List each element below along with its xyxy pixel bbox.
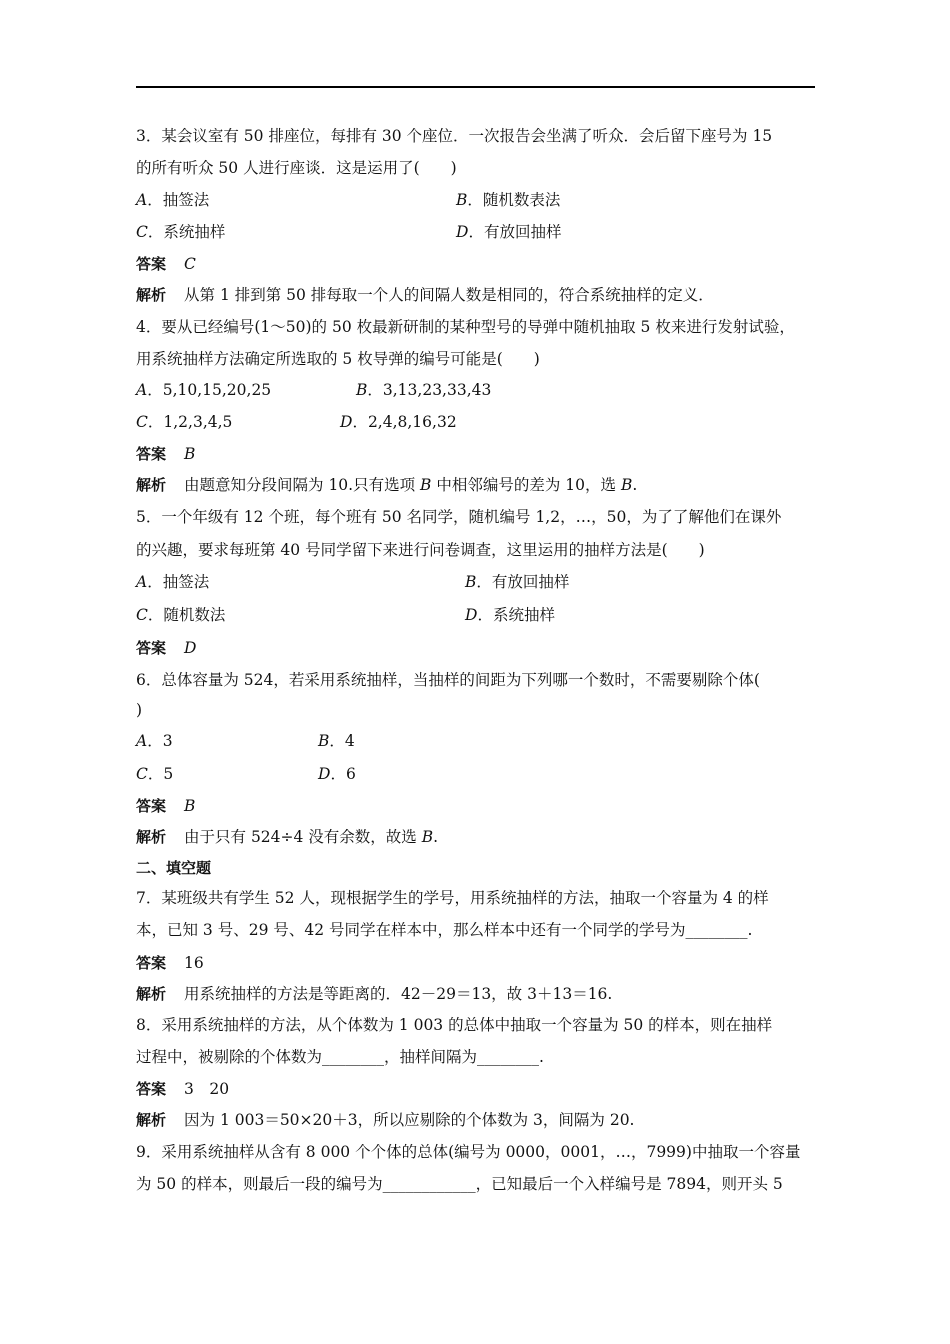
q4-option-a [136, 380, 271, 400]
option-letter: D [456, 223, 469, 241]
analysis-variable: B [421, 828, 434, 846]
option-letter: B [356, 381, 368, 399]
q7-answer [136, 953, 204, 973]
option-text: ．1,2,3,4,5 [147, 413, 233, 431]
q6-stem-line2: ) [136, 701, 143, 719]
q3-stem-line1: 3．某会议室有 50 排座位，每排有 30 个座位．一次报告会坐满了听众．会后留下座号为 15 [136, 127, 773, 145]
option-text: ．系统抽样 [147, 223, 226, 241]
q5-option-c [136, 605, 225, 625]
q4-analysis [136, 475, 637, 495]
option-text: ．4 [329, 732, 355, 750]
q5-answer [136, 638, 196, 658]
analysis-variable: B [620, 476, 633, 494]
q9-stem-line1: 9．采用系统抽样从含有 8 000 个个体的总体(编号为 0000，0001，…，7999)中抽取一个容量 [136, 1143, 801, 1161]
q4-stem-line1: 4．要从已经编号(1～50)的 50 枚最新研制的某种型号的导弹中随机抽取 5 枚来进行发射试验， [136, 318, 795, 336]
q6-option-d [318, 764, 356, 784]
option-letter: D [340, 413, 353, 431]
option-text: ．系统抽样 [477, 606, 555, 624]
answer-value: B [184, 445, 196, 463]
answer-label: 答案 [136, 445, 167, 463]
q6-option-b [318, 731, 355, 751]
option-text: ．随机数表法 [467, 191, 561, 209]
answer-label: 答案 [136, 1080, 167, 1098]
q4-answer [136, 444, 195, 464]
q4-option-d [340, 412, 457, 432]
q5-option-b [465, 572, 569, 592]
q7-stem-line2: 本，已知 3 号、29 号、42 号同学在样本中，那么样本中还有一个同学的学号为________. [136, 921, 753, 939]
answer-value: 16 [184, 954, 204, 972]
option-text: ．抽签法 [147, 573, 210, 591]
q8-stem-line1: 8．采用系统抽样的方法，从个体数为 1 003 的总体中抽取一个容量为 50 的样本，则在抽样 [136, 1016, 773, 1034]
option-letter: A [136, 191, 148, 209]
option-text: ．5,10,15,20,25 [147, 381, 272, 399]
analysis-label: 解析 [136, 1111, 167, 1129]
analysis-label: 解析 [136, 286, 167, 304]
q5-stem-line1: 5．一个年级有 12 个班，每个班有 50 名同学，随机编号 1,2，…，50，为了了解他们在课外 [136, 508, 782, 526]
analysis-text: . [632, 476, 638, 494]
q7-analysis [136, 984, 612, 1004]
option-text: ．3 [147, 732, 173, 750]
q7-stem-line1: 7．某班级共有学生 52 人，现根据学生的学号，用系统抽样的方法，抽取一个容量为 4 的样 [136, 889, 769, 907]
q5-stem-line2: 的兴趣，要求每班第 40 号同学留下来进行问卷调查，这里运用的抽样方法是( ) [136, 541, 705, 559]
q3-option-d [456, 222, 561, 242]
q6-stem-line1: 6．总体容量为 524，若采用系统抽样，当抽样的间距为下列哪一个数时，不需要剔除个体( [136, 671, 760, 689]
header-rule [136, 86, 815, 88]
answer-label: 答案 [136, 255, 167, 273]
option-letter: C [136, 606, 148, 624]
analysis-text: 用系统抽样的方法是等距离的．42－29＝13，故 3＋13＝16. [184, 985, 613, 1003]
option-letter: A [136, 381, 148, 399]
option-letter: C [136, 765, 148, 783]
analysis-label: 解析 [136, 828, 167, 846]
q5-option-a [136, 572, 209, 592]
q6-option-c [136, 764, 173, 784]
analysis-text: 由于只有 524÷4 没有余数，故选 [184, 828, 422, 846]
q6-option-a [136, 731, 173, 751]
analysis-text: . [433, 828, 439, 846]
q3-analysis [136, 285, 714, 305]
option-text: ．5 [147, 765, 174, 783]
option-text: ．有放回抽样 [476, 573, 570, 591]
analysis-text: 因为 1 003＝50×20＋3，所以应剔除的个体数为 3，间隔为 20. [184, 1111, 635, 1129]
option-letter: C [136, 223, 148, 241]
option-text: ．2,4,8,16,32 [352, 413, 457, 431]
answer-label: 答案 [136, 954, 167, 972]
option-text: ．有放回抽样 [468, 223, 562, 241]
q6-analysis [136, 827, 438, 847]
analysis-text: 从第 1 排到第 50 排每取一个人的间隔人数是相同的，符合系统抽样的定义． [184, 286, 714, 304]
analysis-label: 解析 [136, 476, 167, 494]
analysis-text: 由题意知分段间隔为 10.只有选项 [184, 476, 421, 494]
q8-stem-line2: 过程中，被剔除的个体数为________，抽样间隔为________. [136, 1048, 544, 1066]
q3-option-a [136, 190, 209, 210]
q9-stem-line2: 为 50 的样本，则最后一段的编号为____________，已知最后一个入样编号是 7894，则开头 5 [136, 1175, 783, 1193]
q3-stem-line2: 的所有听众 50 人进行座谈．这是运用了( ) [136, 159, 457, 177]
section-heading: 二、填空题 [136, 859, 212, 877]
option-text: ．抽签法 [147, 191, 210, 209]
answer-value: C [184, 255, 196, 273]
option-letter: B [456, 191, 468, 209]
q6-answer [136, 796, 195, 816]
option-text: ．随机数法 [147, 606, 226, 624]
analysis-text: 中相邻编号的差为 10，选 [431, 476, 621, 494]
q3-option-c [136, 222, 225, 242]
option-letter: A [136, 573, 148, 591]
q4-option-b [356, 380, 491, 400]
answer-value: 3 20 [184, 1080, 230, 1098]
analysis-variable: B [420, 476, 432, 494]
q8-answer [136, 1079, 229, 1099]
answer-label: 答案 [136, 797, 167, 815]
option-letter: B [318, 732, 330, 750]
q5-option-d [465, 605, 555, 625]
q4-option-c [136, 412, 232, 432]
option-letter: C [136, 413, 148, 431]
option-text: ．6 [330, 765, 356, 783]
answer-value: B [184, 797, 196, 815]
option-text: ．3,13,23,33,43 [367, 381, 492, 399]
analysis-label: 解析 [136, 985, 167, 1003]
option-letter: A [136, 732, 148, 750]
answer-value: D [184, 639, 197, 657]
q3-option-b [456, 190, 560, 210]
option-letter: D [318, 765, 331, 783]
q4-stem-line2: 用系统抽样方法确定所选取的 5 枚导弹的编号可能是( ) [136, 350, 540, 368]
answer-label: 答案 [136, 639, 167, 657]
option-letter: D [465, 606, 478, 624]
option-letter: B [465, 573, 477, 591]
q3-answer [136, 254, 196, 274]
q8-analysis [136, 1110, 634, 1130]
